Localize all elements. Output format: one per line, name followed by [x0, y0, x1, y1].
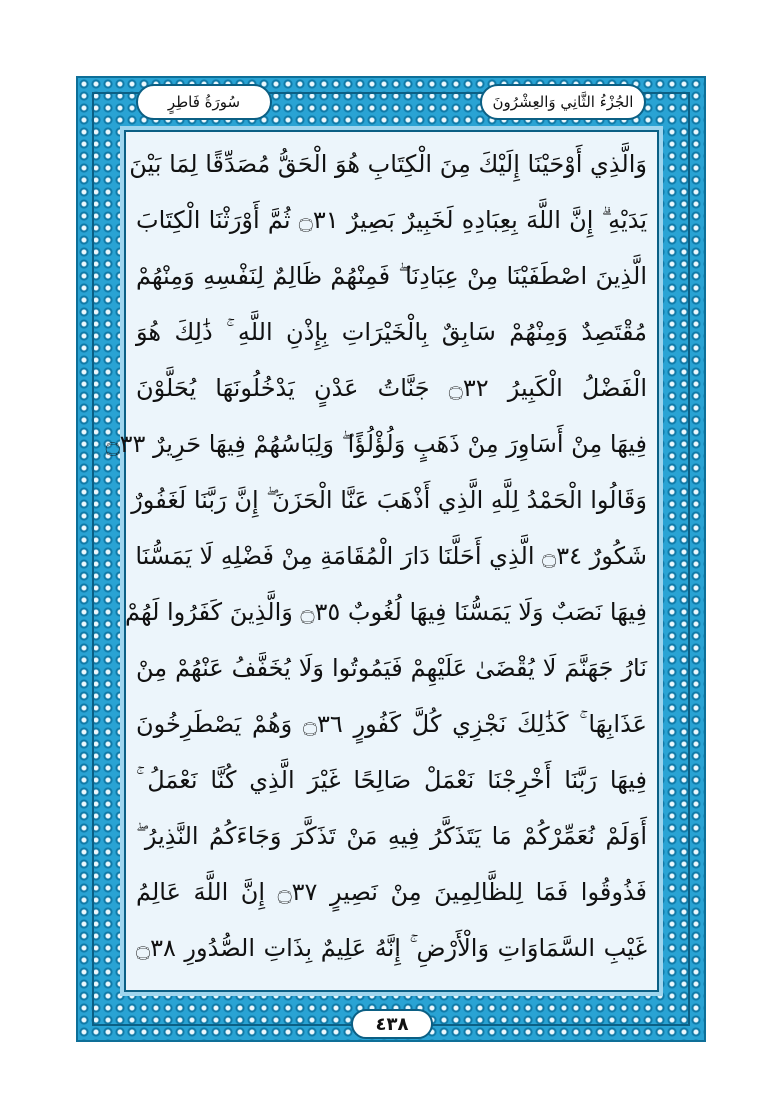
- verse-line-11: عَذَابِهَا ۚ كَذَٰلِكَ نَجْزِي كُلَّ كَفُورٍ ۝٣٦ وَهُمْ يَصْطَرِخُونَ: [136, 710, 647, 738]
- verse-line-7: وَقَالُوا الْحَمْدُ لِلَّهِ الَّذِي أَذْهَبَ عَنَّا الْحَزَنَ ۖ إِنَّ رَبَّنَا لَغَفُورٌ: [131, 486, 647, 514]
- verse-line-3: الَّذِينَ اصْطَفَيْنَا مِنْ عِبَادِنَا ۖ فَمِنْهُمْ ظَالِمٌ لِنَفْسِهِ وَمِنْهُمْ: [136, 262, 647, 290]
- verse-line-4: مُقْتَصِدٌ وَمِنْهُمْ سَابِقٌ بِالْخَيْرَاتِ بِإِذْنِ اللَّهِ ۚ ذَٰلِكَ هُوَ: [136, 318, 647, 346]
- verse-line-13: أَوَلَمْ نُعَمِّرْكُمْ مَا يَتَذَكَّرُ فِيهِ مَنْ تَذَكَّرَ وَجَاءَكُمُ النَّذِيرُ ۖ: [136, 822, 647, 850]
- verse-line-9: فِيهَا نَصَبٌ وَلَا يَمَسُّنَا فِيهَا لُغُوبٌ ۝٣٥ وَالَّذِينَ كَفَرُوا لَهُمْ: [125, 598, 647, 626]
- verse-line-10: نَارُ جَهَنَّمَ لَا يُقْضَىٰ عَلَيْهِمْ فَيَمُوتُوا وَلَا يُخَفَّفُ عَنْهُمْ مِنْ: [136, 654, 647, 682]
- verse-line-1: وَالَّذِي أَوْحَيْنَا إِلَيْكَ مِنَ الْكِتَابِ هُوَ الْحَقُّ مُصَدِّقًا لِمَا بَيْنَ: [129, 150, 647, 178]
- verse-line-5: الْفَضْلُ الْكَبِيرُ ۝٣٢ جَنَّاتُ عَدْنٍ يَدْخُلُونَهَا يُحَلَّوْنَ: [136, 374, 647, 402]
- verse-line-6: فِيهَا مِنْ أَسَاوِرَ مِنْ ذَهَبٍ وَلُؤْلُؤًا ۖ وَلِبَاسُهُمْ فِيهَا حَرِيرٌ ۝٣٣: [105, 430, 647, 458]
- page-number-badge: [351, 1009, 433, 1039]
- page-number: ٤٣٨: [375, 1013, 409, 1035]
- verse-line-14: فَذُوقُوا فَمَا لِلظَّالِمِينَ مِنْ نَصِيرٍ ۝٣٧ إِنَّ اللَّهَ عَالِمُ: [136, 878, 648, 906]
- surah-name-banner: [136, 84, 272, 120]
- juz-name-banner: [480, 84, 646, 120]
- surah-name: سُورَةُ فَاطِرٍ: [167, 93, 241, 111]
- verse-line-2: يَدَيْهِ ۗ إِنَّ اللَّهَ بِعِبَادِهِ لَخَبِيرٌ بَصِيرٌ ۝٣١ ثُمَّ أَوْرَثْنَا الْكِتَابَ: [136, 206, 648, 234]
- verse-line-8: شَكُورٌ ۝٣٤ الَّذِي أَحَلَّنَا دَارَ الْمُقَامَةِ مِنْ فَضْلِهِ لَا يَمَسُّنَا: [135, 542, 647, 570]
- verse-line-12: فِيهَا رَبَّنَا أَخْرِجْنَا نَعْمَلْ صَالِحًا غَيْرَ الَّذِي كُنَّا نَعْمَلُ ۚ: [136, 766, 647, 794]
- juz-name: الجُزْءُ الثَّانِي وَالعِشْرُونَ: [492, 93, 634, 111]
- verse-lines: [105, 138, 648, 978]
- verse-line-15: غَيْبِ السَّمَاوَاتِ وَالْأَرْضِ ۚ إِنَّهُ عَلِيمٌ بِذَاتِ الصُّدُورِ ۝٣٨: [136, 934, 647, 962]
